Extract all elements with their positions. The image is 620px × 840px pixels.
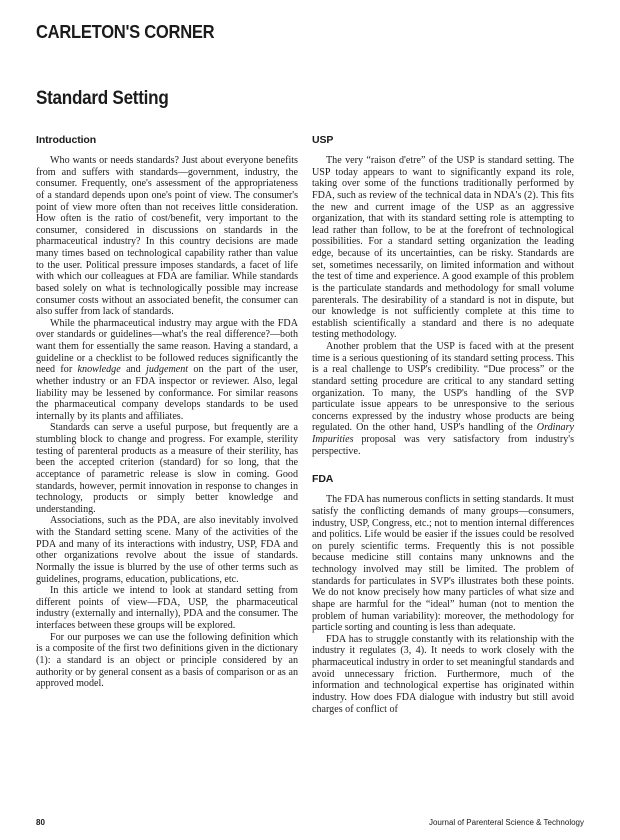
column-title: CARLETON'S CORNER bbox=[36, 22, 215, 42]
usp-paragraph-1: The very “raison d'etre” of the USP is standard setting. The USP today appears to want to significantly expand its role, taking over some of the functions traditionally performed by FDA, such as review of the technical data in NDA's (2). This fits the new and current image of the USP as an aggressive organization, that with its standard setting role is attempting to lead rather than follow, to be at the forefront of technological possibilities. For a standard setting organization the leading edge, because of its uncertainties, can be risky. Standards are set, sometimes necessarily, on limited information and without the test of time and experience. A good example of this problem is the particulate standards and methodology for small volume parenterals. The desirability of a standard is not in dispute, but our knowledge is not sufficiently complete at this time to establish scientifically a standard and there is no adequate testing methodology. bbox=[312, 155, 574, 341]
usp-paragraph-2 bbox=[312, 341, 574, 457]
text-run: on the part of the user, whether industry or an FDA inspector or reviewer. Also, legal liability may be lessened by conformance. For similar reasons the pharmaceutical company develops standards to be used internally by its plants and affiliates. bbox=[36, 364, 299, 422]
journal-name: Journal of Parenteral Science & Technology bbox=[428, 818, 584, 827]
usp-heading: USP bbox=[312, 134, 334, 146]
fda-paragraph-1: The FDA has numerous conflicts in setting standards. It must satisfy the conflicting demands of many groups—consumers, industry, USP, Congress, etc.; not to mention internal differences and politics. Life would be easier if the issues could be resolved on purely scientific terms. Frequently this is not possible because medicine still contains many unknowns and the technology involved may still be limited. The problem of standards for particulates in SVP's illustrates both these points. We do not know precisely how many particles of what size and shape are harmful for the “ideal” human (not to mention the problem of human variability): moreover, the methodology for particle sorting and counting is less than adequate. bbox=[312, 494, 574, 634]
left-column bbox=[36, 134, 298, 690]
intro-paragraph-5: In this article we intend to look at standard setting from different points of view—FDA, USP, the pharmaceutical industry (externally and internally), PDA and the consumer. The interfaces between these groups will be explored. bbox=[36, 585, 298, 631]
fda-paragraph-2: FDA has to struggle constantly with its relationship with the industry it regulates (3, 4). It needs to work closely with the pharmaceutical industry in order to set meaningful standards and avoid unnecessary friction. Furthermore, much of the information and technological expertise has originated within industry. How does FDA dialogue with industry but still avoid charges of conflict of bbox=[312, 633, 574, 715]
page-number: 80 bbox=[36, 818, 45, 827]
intro-paragraph-6: For our purposes we can use the following definition which is a composite of the first two definitions given in the dictionary (1): a standard is an object or principle considered by an authority or by general consent as a basis of comparison or as an approved model. bbox=[36, 631, 298, 690]
text-run: and bbox=[120, 364, 147, 376]
emphasis-ordinary-impurities: Ordinary Impurities bbox=[312, 422, 574, 445]
text-run: Another problem that the USP is faced with at the present time is a serious questioning of its standard setting process. This is a real challenge to USP's credibility. “Due process” or the standard setting procedure are critical to any standard setting organization. To many, the USP's handling of the SVP particulate issue appears to be unresponsive to the serious concerns expressed by the industry whose products are being regulated. On the other hand, USP's handling of the bbox=[312, 341, 574, 434]
fda-heading: FDA bbox=[312, 473, 334, 486]
intro-paragraph-4: Associations, such as the PDA, are also inevitably involved with the Standard setting scene. Many of the activities of the PDA and many of its interactions with industry, USP, FDA and other organizations revolve about the issue of standards. Normally the issue is blurred by the use of other terms such as guidelines, programs, education, publications, etc. bbox=[36, 515, 298, 585]
emphasis-knowledge: knowledge bbox=[77, 364, 121, 376]
introduction-heading: Introduction bbox=[36, 134, 97, 146]
article-title: Standard Setting bbox=[36, 88, 169, 109]
intro-paragraph-1: Who wants or needs standards? Just about everyone benefits from and suffers with standards—government, industry, the consumer. Frequently, one's assessment of the appropriateness of a standard depends upon one's point of view. The consumer's point of view more often than not receives little consideration. How often is the ratio of cost/benefit, very important to the consumer, considered in discussions on standards in the pharmaceutical industry? In this country decisions are made many times based on technological capability rather than value to the user. Political pressure imposes standards, a facet of life with which our colleagues at FDA are familiar. While standards based solely on what is technologically possible may increase consumer costs without an associated benefit, the consumer can also suffer from lack of standards. bbox=[36, 155, 298, 318]
text-run: proposal was very satisfactory from industry's perspective. bbox=[312, 434, 574, 457]
text-run: While the pharmaceutical industry may argue with the FDA over standards or guidelines—what's the real difference?—both want them for essentially the same reason. Having a standard, a guideline or a checklist to be followed reduces significantly the need for bbox=[36, 317, 298, 376]
intro-paragraph-3: Standards can serve a useful purpose, but frequently are a stumbling block to change and progress. For example, sterility testing of parenteral products as a measure of their sterility, has been the accepted criterion (standard) for so long, that the acceptance of parametric release is slow in coming. Good standards, however, permit innovation in response to changes in technology, products or simply better knowledge and understanding. bbox=[36, 422, 298, 515]
intro-paragraph-2 bbox=[36, 318, 298, 423]
emphasis-judgement: judgement bbox=[146, 364, 189, 376]
right-column bbox=[312, 134, 574, 715]
section-spacer bbox=[312, 457, 574, 473]
